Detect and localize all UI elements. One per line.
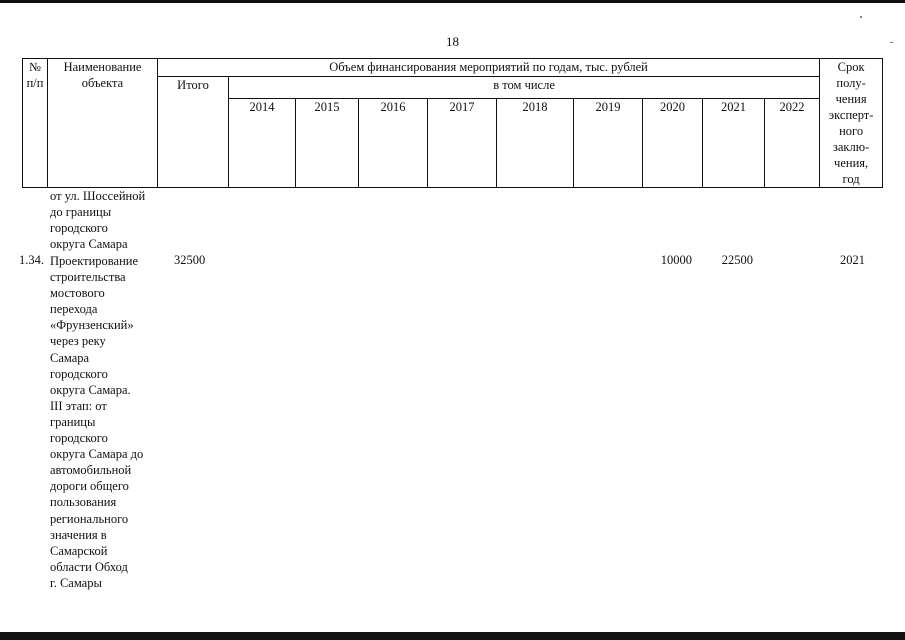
col-header-year-2016: 2016 [359,99,428,188]
col-header-total: Итого [158,77,229,188]
name-line: через реку [50,334,106,349]
scan-speck [860,16,862,18]
name-line: автомобильной [50,463,132,478]
name-line: дороги общего [50,479,129,494]
row-2020-value: 10000 [660,253,692,267]
row-deadline: 2021 [840,253,865,267]
bottom-scan-border [0,632,905,640]
col-header-year-2017: 2017 [428,99,497,188]
name-line: округа Самара. [50,382,131,397]
col-header-year-2022: 2022 [765,99,820,188]
name-line: значения в [50,527,107,542]
name-line: мостового [50,286,105,301]
continuation-name-text [50,188,162,252]
col-header-number-text: № п/п [26,60,44,90]
name-line: Проектирование [50,254,139,268]
name-line: городского [50,366,108,381]
name-line: от ул. Шоссейной [50,189,146,203]
page-number: 18 [446,34,459,49]
name-line: III этап: от [50,398,107,413]
col-header-year-2014: 2014 [229,99,296,188]
name-line: городского [50,431,108,446]
name-line: «Фрунзенский» [50,318,134,333]
name-line: до границы [50,205,112,220]
name-line: области Обход [50,559,128,574]
name-line: строительства [50,270,126,285]
col-header-year-2021: 2021 [703,99,765,188]
col-header-year-2015: 2015 [296,99,359,188]
col-header-number [23,59,48,188]
name-line: границы [50,414,96,429]
row-2021-value: 22500 [721,253,753,267]
col-header-deadline-text: Срок полу- чения эксперт- ного заклю- чения, год [828,60,874,186]
col-header-name-text: Наименование объекта [63,60,142,90]
name-line: перехода [50,302,98,317]
name-line: округа Самара [50,237,128,252]
name-line: регионального [50,511,129,526]
row-name-text [50,253,162,591]
name-line: Самара [50,350,90,365]
row-number: 1.34. [19,253,44,267]
name-line: г. Самары [50,575,102,590]
top-scan-border [0,0,905,3]
col-header-financing: Объем финансирования мероприятий по годам, тыс. рублей [158,59,820,77]
col-header-including: в том числе [229,77,820,99]
financing-table [22,58,883,188]
col-header-deadline [820,59,883,188]
name-line: Самарской [50,543,108,558]
name-line: округа Самара до [50,447,144,462]
col-header-year-2020: 2020 [643,99,703,188]
col-header-year-2018: 2018 [497,99,574,188]
name-line: пользования [50,495,117,510]
name-line: городского [50,221,108,236]
row-total: 32500 [174,253,206,267]
col-header-name [48,59,158,188]
col-header-year-2019: 2019 [574,99,643,188]
